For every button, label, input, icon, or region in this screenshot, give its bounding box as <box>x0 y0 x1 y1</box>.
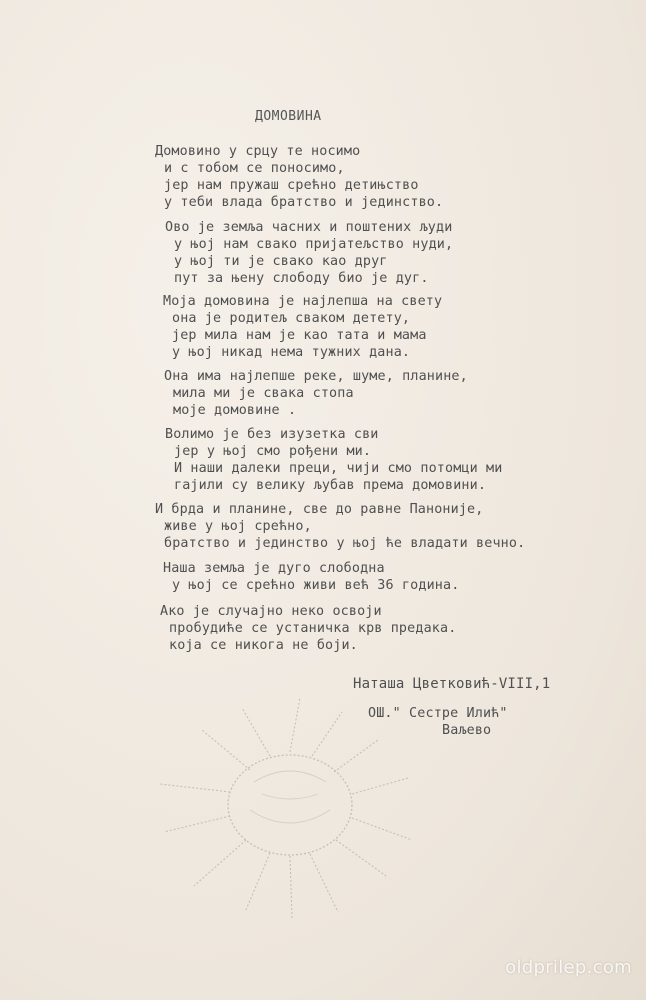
poem-line: јер нам пружаш срећно детињство <box>164 178 419 193</box>
poem-line: И брда и планине, све до равне Паноније, <box>155 502 484 517</box>
watermark-text: oldprilep.com <box>505 957 632 978</box>
poem-line: јер у њој смо рођени ми. <box>174 444 372 459</box>
poem-line: Волимо је без изузетка сви <box>165 427 379 442</box>
city-name: Ваљево <box>442 723 492 738</box>
poem-line: Она има најлепше реке, шуме, планине, <box>164 369 468 384</box>
poem-line: И наши далеки преци, чији смо потомци ми <box>174 461 503 476</box>
poem-line: она је родитељ сваком детету, <box>172 311 411 326</box>
hand-drawn-sun-icon <box>150 690 420 920</box>
author-name: Наташа Цветковић-VIII,1 <box>353 676 551 692</box>
poem-line: гајили су велику љубав према домовини. <box>174 478 487 493</box>
poem-line: у њој нам свако пријатељство нуди, <box>174 237 454 252</box>
poem-line: Моја домовина је најлепша на свету <box>163 294 443 309</box>
poem-line: Наша земља је дуго слободна <box>163 561 385 576</box>
poem-line: Домовино у срцу те носимо <box>155 144 361 159</box>
poem-line: која се никога не боји. <box>169 638 358 653</box>
poem-line: и с тобом се поносимо, <box>164 161 345 176</box>
poem-line: у њој се срећно живи већ 36 година. <box>172 578 460 593</box>
poem-title: ДОМОВИНА <box>255 109 322 124</box>
poem-line: јер мила нам је као тата и мама <box>172 328 427 343</box>
poem-line: мила ми је свака стопа <box>173 386 354 401</box>
poem-line: у њој ти је свако као друг <box>174 254 388 269</box>
poem-line: братство и јединство у њој ће владати вечно. <box>164 536 526 551</box>
poem-line: живе у њој срећно, <box>164 519 312 534</box>
poem-line: моје домовине . <box>173 403 297 418</box>
poem-line: пробудиће се устаничка крв предака. <box>169 621 457 636</box>
school-name: ОШ." Сестре Илић" <box>368 706 508 721</box>
poem-line: Ово је земља часних и поштених људи <box>165 220 453 235</box>
poem-line: у теби влада братство и јединство. <box>164 195 444 210</box>
poem-line: Ако је случајно неко освоји <box>160 604 382 619</box>
poem-line: пут за њену слободу био је дуг. <box>174 271 429 286</box>
poem-line: у њој никад нема тужних дана. <box>172 345 411 360</box>
